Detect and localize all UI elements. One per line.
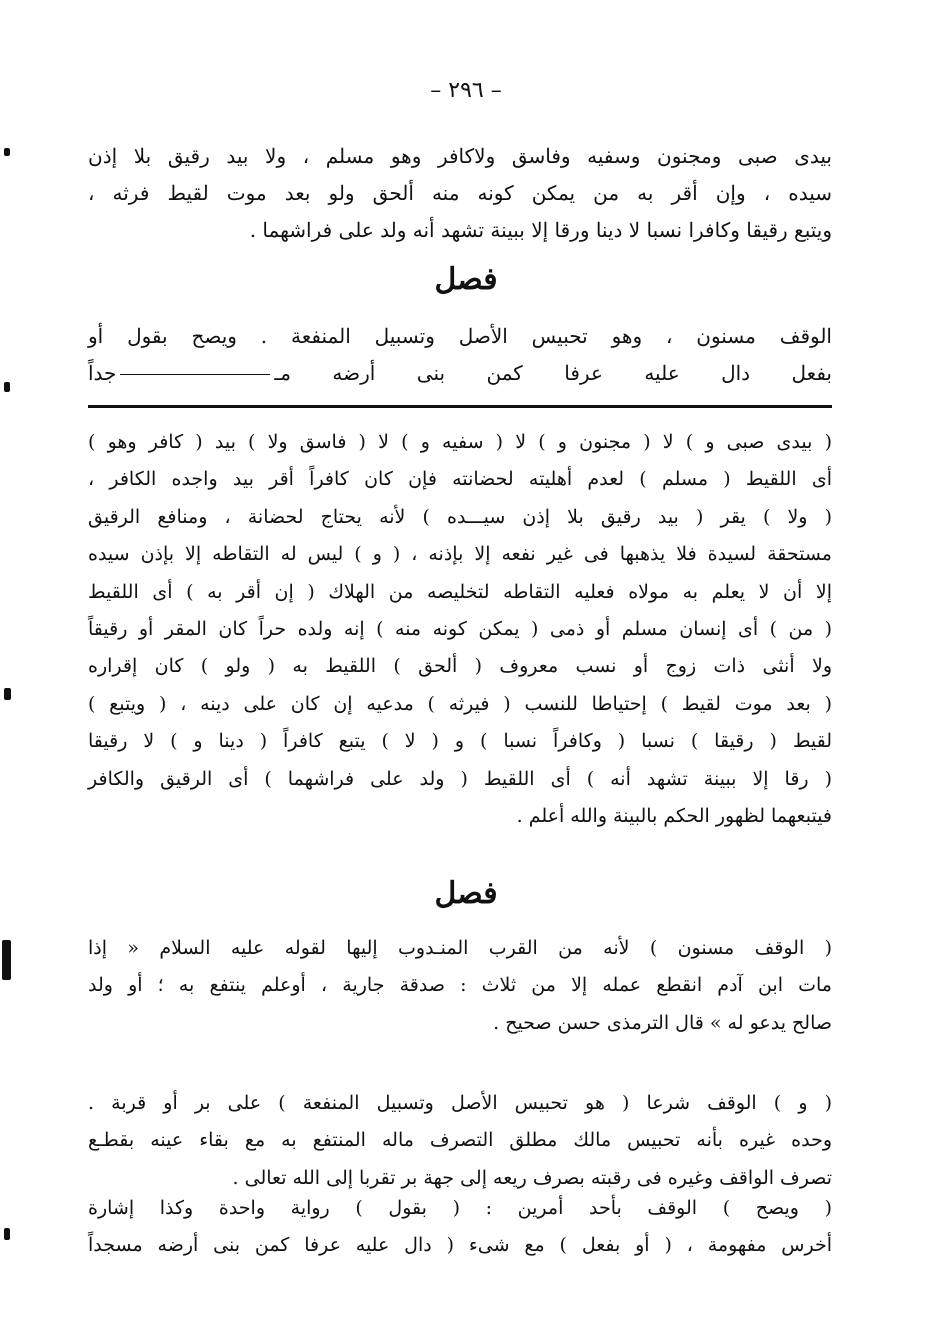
commentary-text <box>88 1085 832 1197</box>
text-line: ( ولا ) يقر ( بيد رقيق بلا إذن سيـــده ) لأنه يحتاج لحضانة ، ومنافع الرقيق <box>88 505 832 528</box>
text-line: وحده غيره بأنه تحبيس مالك مطلق التصرف ماله المنتفع به مع بقاء عينه بقطـع <box>88 1129 832 1152</box>
text-fragment: بفعل دال عليه عرفا كمن بنى أرضه مـ <box>274 361 832 385</box>
margin-mark <box>4 688 11 700</box>
text-line: أى اللقيط ( مسلم ) لعدم أهليته لحضانته فإن كان كافراً أقر بيد واجده الكافر ، <box>88 468 832 491</box>
continuation-dash <box>120 374 270 375</box>
text-line: صالح يدعو له » قال الترمذى حسن صحيح . <box>493 1011 832 1034</box>
text-line: ولا أنثى ذات زوج أو نسب معروف ( ألحق ) اللقيط به ( ولو ) كان إقراره <box>88 655 832 678</box>
margin-mark <box>4 148 10 156</box>
text-line: مات ابن آدم انقطع عمله إلا من ثلاث : صدقة جارية ، أوعلم ينتفع به ؛ أو ولد <box>88 974 832 997</box>
matn-text <box>88 318 832 392</box>
matn-text <box>88 138 832 249</box>
text-line: فيتبعهما لظهور الحكم بالبينة والله أعلم . <box>516 804 832 827</box>
text-line: بيدى صبى ومجنون وسفيه وفاسق ولاكافر وهو مسلم ، ولا بيد رقيق بلا إذن <box>88 144 832 168</box>
section-heading: فصل <box>434 262 498 297</box>
text-line: ( و ) الوقف شرعا ( هو تحبيس الأصل وتسبيل المنفعة ) على بر أو قربة . <box>88 1092 832 1114</box>
text-line: سيده ، وإن أقر به من يمكن كونه منه ألحق ولو بعد موت لقيط فرثه ، <box>88 181 832 205</box>
text-line: تصرف الواقف وغيره فى رقبته بصرف ريعه إلى جهة بر تقربا إلى الله تعالى . <box>232 1166 832 1189</box>
text-line: ( بيدى صبى و ) لا ( مجنون و ) لا ( سفيه و ) لا ( فاسق ولا ) بيد ( كافر وهو ) <box>88 431 832 453</box>
margin-mark <box>4 1228 10 1240</box>
text-line: ( ويصح ) الوقف بأحد أمرين : ( بقول ) رواية واحدة وكذا إشارة <box>88 1197 832 1219</box>
text-line: أخرس مفهومة ، ( أو بفعل ) مع شىء ( دال عليه عرفا كمن بنى أرضه مسجداً <box>88 1234 832 1257</box>
commentary-text <box>88 930 832 1042</box>
text-line: مستحقة لسيدة فلا يذهبها فى غير نفعه إلا بإذنه ، ( و ) ليس له التقاطه إلا بإذن سيده <box>88 543 832 566</box>
text-line: ( الوقف مسنون ) لأنه من القرب المنـدوب إليها لقوله عليه السلام « إذا <box>88 937 832 959</box>
text-line: إلا أن لا يعلم به مولاه فعليه التقاطه لتخليصه من الهلاك ( إن أقر به ) أى اللقيط <box>88 580 832 603</box>
text-line: الوقف مسنون ، وهو تحبيس الأصل وتسبيل المنفعة . ويصح بقول أو <box>88 324 832 348</box>
margin-mark <box>2 940 11 980</box>
text-line <box>88 355 832 392</box>
text-line: ( من ) أى إنسان مسلم أو ذمى ( يمكن كونه منه ) إنه ولده حراً كان المقر أو رقيقاً <box>88 617 832 640</box>
commentary-text <box>88 424 832 835</box>
text-line: ويتبع رقيقا وكافرا نسبا لا دينا ورقا إلا ببينة تشهد أنه ولد على فراشهما . <box>249 218 832 242</box>
text-line: لقيط ( رقيقا ) نسبا ( وكافراً نسبا ) و ( لا ) يتبع كافراً ( دينا و ) لا رقيقا <box>88 730 832 753</box>
text-line: ( بعد موت لقيط ) إحتياطا للنسب ( فيرثه ) مدعيه إن كان على دينه ، ( ويتبع ) <box>88 692 832 715</box>
page-number: – ٢٩٦ – <box>430 78 502 103</box>
margin-mark <box>4 382 10 392</box>
section-heading: فصل <box>434 876 498 911</box>
text-line: ( رقا إلا ببينة تشهد أنه ) أى اللقيط ( ولد على فراشهما ) أى الرقيق والكافر <box>88 767 832 790</box>
commentary-text <box>88 1190 832 1265</box>
text-fragment: جداً <box>88 361 117 385</box>
separator-rule <box>88 405 832 408</box>
